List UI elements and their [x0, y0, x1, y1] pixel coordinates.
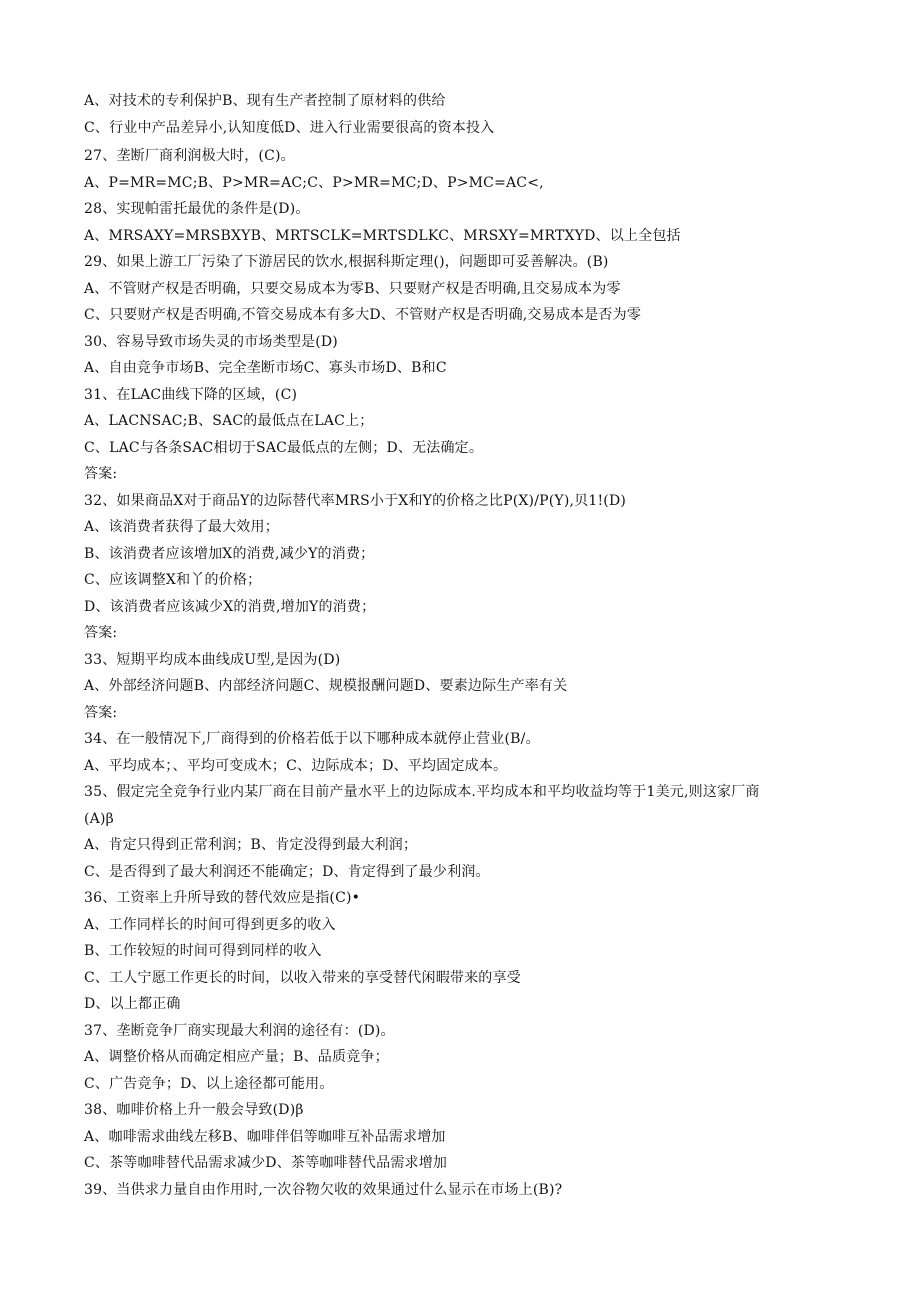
text-line: C、只要财产权是否明确,不管交易成本有多大D、不管财产权是否明确,交易成本是否为零	[84, 307, 642, 323]
text-line: C、应该调整X和丫的价格；	[84, 572, 262, 588]
question-27: 27、垄断厂商利润极大时，(C)。	[84, 148, 295, 164]
text-line: C、LAC与各条SAC相切于SAC最低点的左侧；D、无法确定。	[84, 439, 484, 456]
text-line: A、调整价格从而确定相应产量；B、品质竞争；	[84, 1049, 389, 1065]
text-line: C、广告竞争；D、以上途径都可能用。	[84, 1075, 334, 1092]
document-page	[84, 88, 844, 1203]
text-line: A、LACNSAC;B、SAC的最低点在LAC上；	[84, 413, 374, 429]
text-line: A、工作同样长的时间可得到更多的收入	[84, 916, 336, 933]
text-line: C、工人宁愿工作更长的时间，以收入带来的享受替代闲暇带来的享受	[84, 969, 521, 986]
text-line: B、工作较短的时间可得到同样的收入	[84, 943, 322, 959]
text-line: A、外部经济问题B、内部经济问题C、规模报酬问题D、要素边际生产率有关	[84, 678, 568, 694]
text-line: A、不管财产权是否明确，只要交易成本为零B、只要财产权是否明确,且交易成本为零	[84, 280, 621, 297]
question-37: 37、垄断竞争厂商实现最大利润的途径有：(D)。	[84, 1022, 395, 1039]
text-line: A、咖啡需求曲线左移B、咖啡伴侣等咖啡互补品需求增加	[84, 1128, 446, 1145]
question-39: 39、当供求力量自由作用时,一次谷物欠收的效果通过什么显示在市场上(B)?	[84, 1181, 563, 1198]
question-33: 33、短期平均成本曲线成U型,是因为(D)	[84, 651, 341, 668]
text-line: C、茶等咖啡替代品需求减少D、茶等咖啡替代品需求增加	[84, 1155, 448, 1171]
text-line: (A)β	[84, 810, 114, 827]
text-line: A、该消费者获得了最大效用；	[84, 519, 279, 535]
text-line: A、MRSAXY=MRSBXYB、MRTSCLK=MRTSDLKC、MRSXY=MRTXYD、以上全包括	[84, 227, 681, 244]
text-line: C、是否得到了最大利润还不能确定；D、肯定得到了最少利润。	[84, 863, 490, 880]
answer-label: 答案:	[84, 466, 118, 482]
text-line: A、对技术的专利保护B、现有生产者控制了原材料的供给	[84, 93, 446, 109]
text-line: D、该消费者应该减少X的消费,增加Y的消费；	[84, 598, 376, 615]
text-line: D、以上都正确	[84, 996, 181, 1012]
answer-label: 答案:	[84, 625, 118, 641]
text-line: A、P=MR=MC;B、P>MR=AC;C、P>MR=MC;D、P>MC=AC<,	[84, 174, 544, 191]
question-32: 32、如果商品X对于商品Y的边际替代率MRS小于X和Y的价格之比P(X)/P(Y),贝1!(D)	[84, 492, 627, 509]
text-line: B、该消费者应该增加X的消费,减少Y的消费；	[84, 545, 375, 562]
answer-label: 答案:	[84, 704, 118, 721]
text-line: A、平均成本；、平均可变成木；C、边际成本；D、平均固定成本。	[84, 757, 508, 774]
text-line: C、行业中产品差异小,认知度低D、进入行业需要很高的资本投入	[84, 119, 495, 136]
text-line: A、自由竞争市场B、完全垄断市场C、寡头市场D、B和C	[84, 360, 447, 376]
question-34: 34、在一般情况下,厂商得到的价格若低于以下哪种成本就停止营业(B/。	[84, 731, 540, 747]
question-30: 30、容易导致市场失灵的市场类型是(D)	[84, 333, 338, 350]
text-line: A、肯定只得到正常利润；B、肯定没得到最大利润；	[84, 837, 418, 853]
question-31: 31、在LAC曲线下降的区域，(C)	[84, 386, 298, 403]
question-28: 28、实现帕雷托最优的条件是(D)。	[84, 201, 310, 217]
question-38: 38、咖啡价格上升一般会导致(D)β	[84, 1102, 304, 1118]
question-35: 35、假定完全竞争行业内某厂商在目前产量水平上的边际成本.平均成本和平均收益均等于1美元,则这家厂商	[84, 784, 760, 800]
question-29: 29、如果上游工厂污染了下游居民的饮水,根据科斯定理()，问题即可妥善解决。(B)	[84, 254, 609, 270]
question-36: 36、工资率上升所导致的替代效应是指(C)•	[84, 890, 361, 906]
